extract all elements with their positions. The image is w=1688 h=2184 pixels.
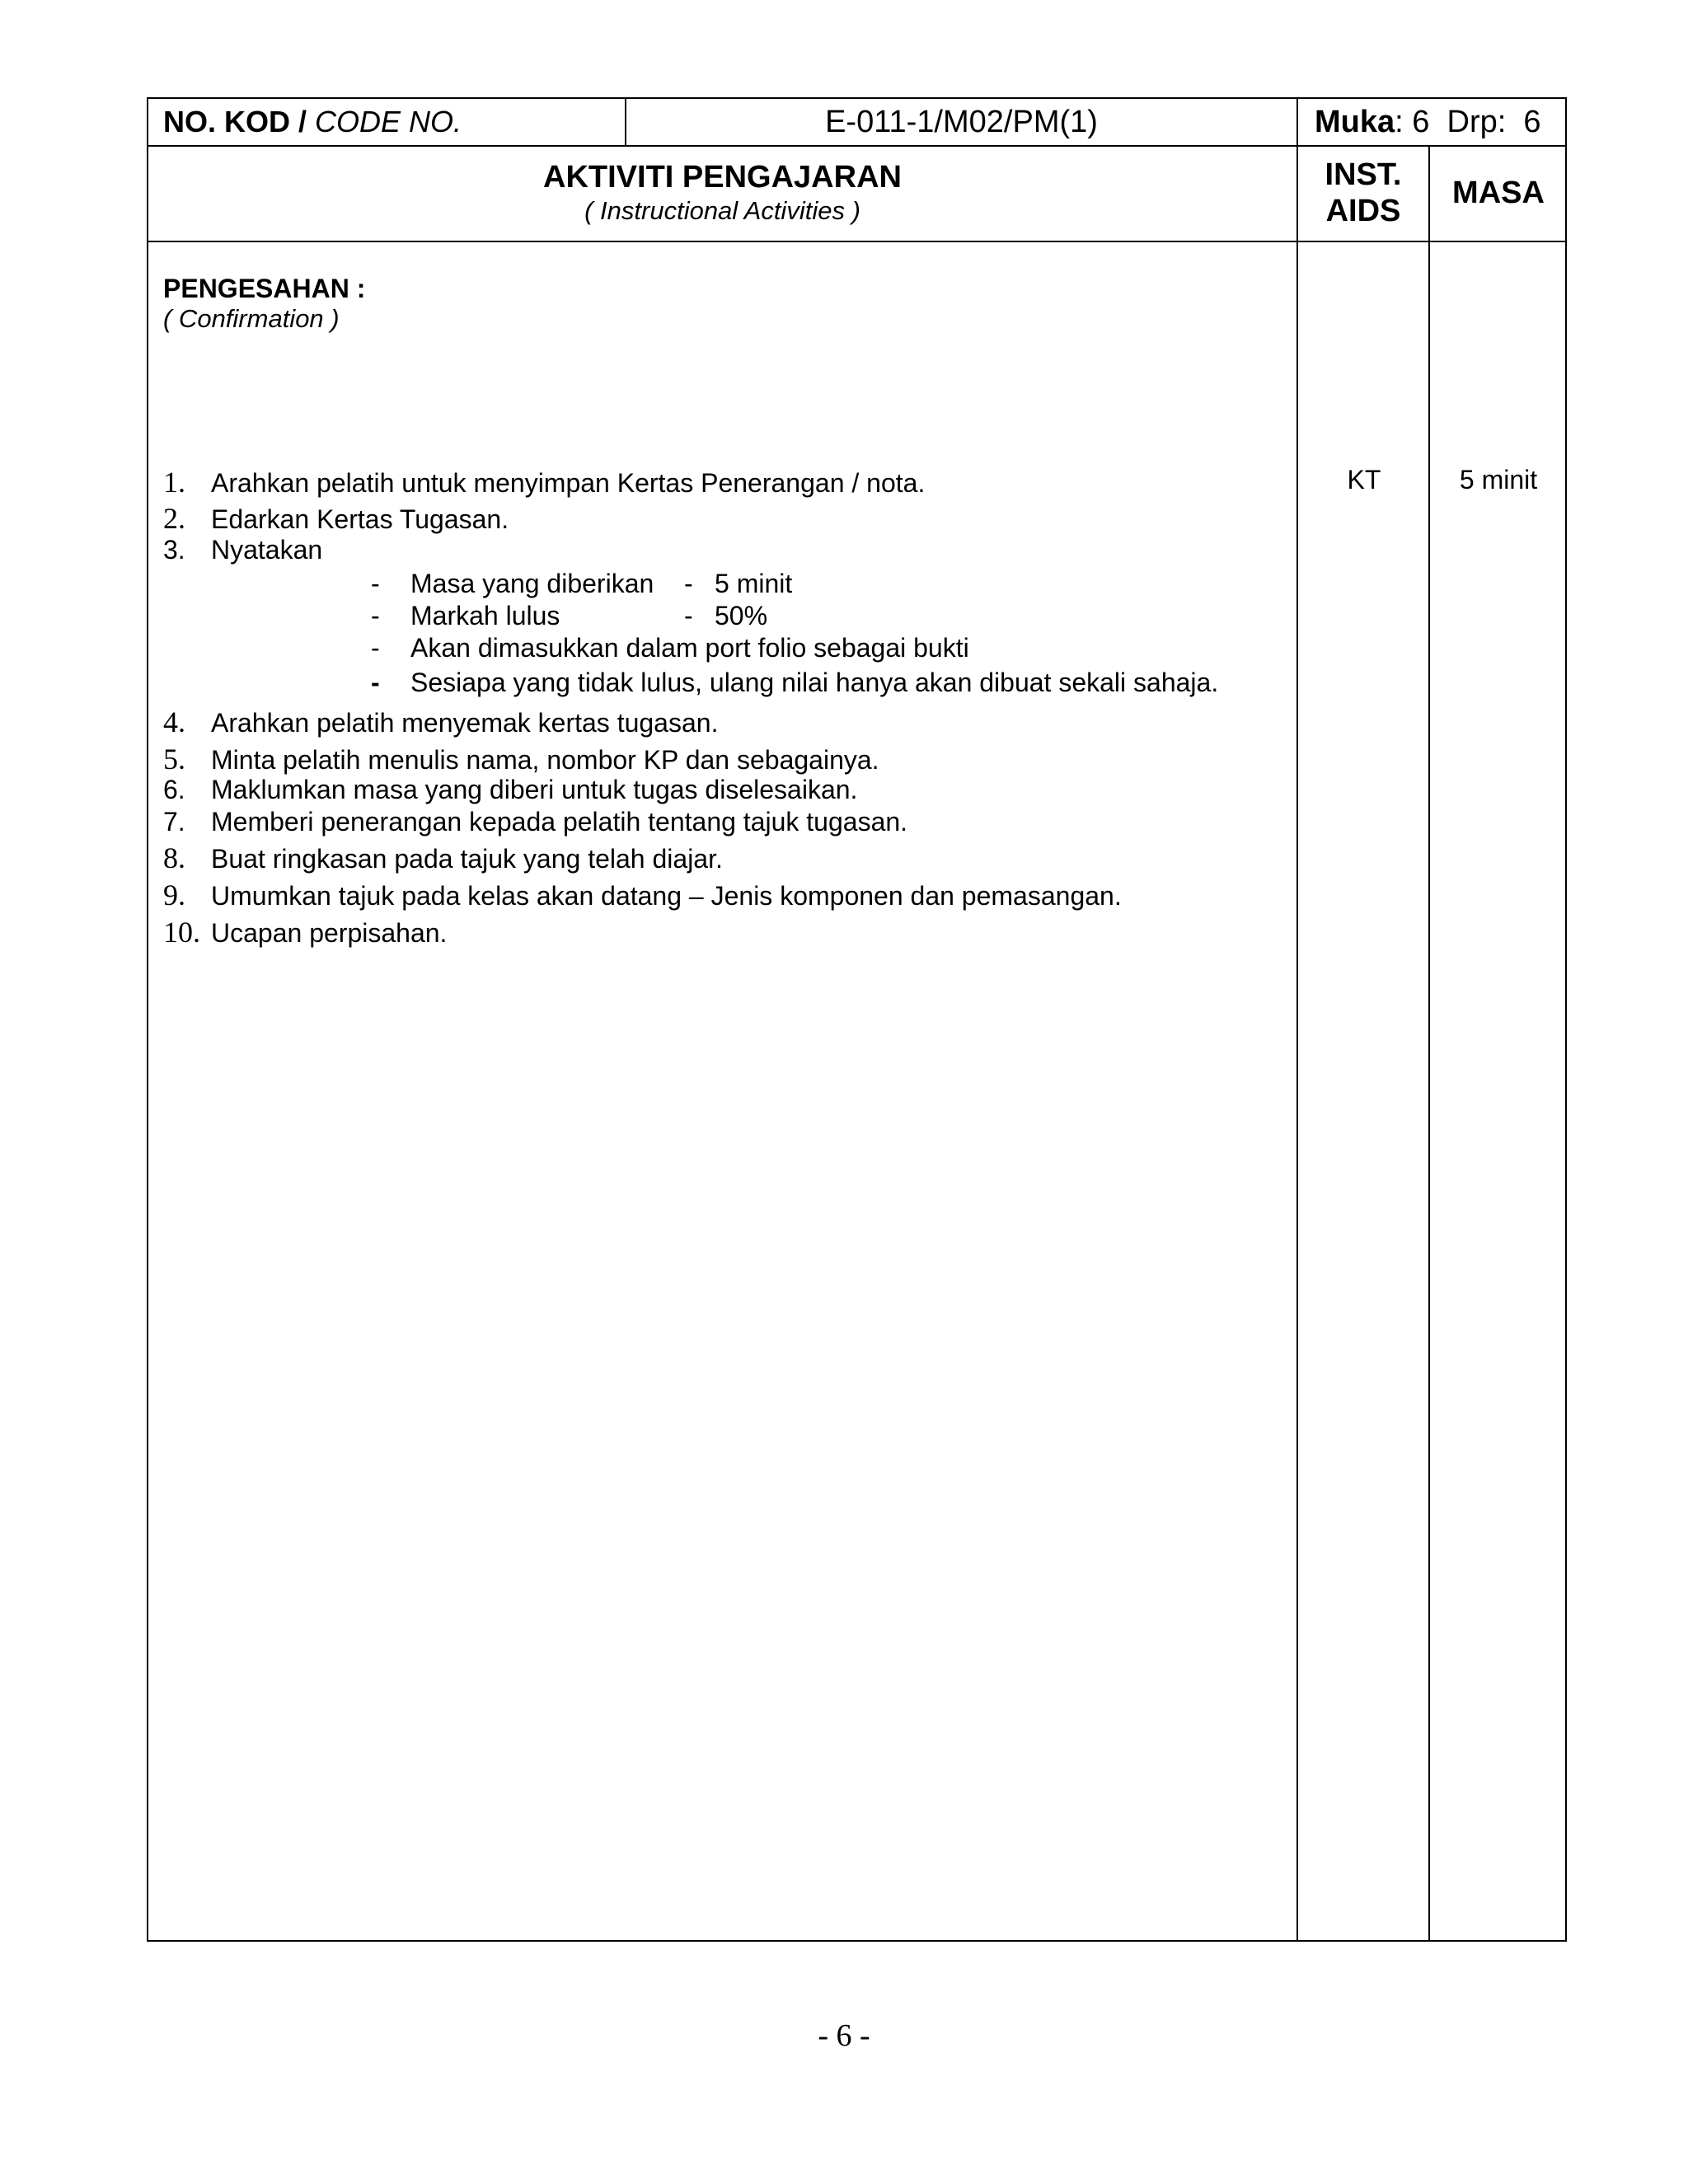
sub-item-text: Sesiapa yang tidak lulus, ulang nilai hanya akan dibuat sekali sahaja. xyxy=(410,668,1219,697)
step-number: 8. xyxy=(163,841,185,874)
page-footer-number: - 6 - xyxy=(818,2018,870,2053)
sub-item-text: Masa yang diberikan xyxy=(410,569,654,598)
step-text: Edarkan Kertas Tugasan. xyxy=(211,504,509,534)
step-text: Buat ringkasan pada tajuk yang telah diajar. xyxy=(211,844,723,874)
step-text: Umumkan tajuk pada kelas akan datang – Jenis komponen dan pemasangan. xyxy=(211,881,1122,911)
step-item xyxy=(163,465,925,499)
code-label-italic: CODE NO. xyxy=(315,105,462,138)
duration-value: 5 minit xyxy=(1459,465,1538,494)
step-text: Arahkan pelatih untuk menyimpan Kertas Penerangan / nota. xyxy=(211,468,926,498)
code-value: E-011-1/M02/PM(1) xyxy=(626,99,1298,145)
step-item xyxy=(163,501,509,536)
step-text: Minta pelatih menulis nama, nombor KP dan sebagainya. xyxy=(211,745,879,775)
section-title: PENGESAHAN : xyxy=(163,274,366,303)
sub-dash: - xyxy=(371,601,380,630)
step-number: 7. xyxy=(163,807,185,837)
sub-item-text: Markah lulus xyxy=(410,601,560,630)
sub-item-value: 5 minit xyxy=(715,569,793,598)
step-item xyxy=(163,705,718,739)
sub-item-text: Akan dimasukkan dalam port folio sebagai bukti xyxy=(410,633,969,663)
step-item xyxy=(163,878,1122,912)
sub-dash: - xyxy=(371,633,380,663)
step-item xyxy=(163,775,857,805)
step-item xyxy=(163,535,322,565)
column-divider xyxy=(1296,241,1298,1940)
step-number: 1. xyxy=(163,466,185,499)
step-number: 10. xyxy=(163,916,200,949)
section-subtitle: ( Confirmation ) xyxy=(163,304,340,333)
page-number xyxy=(1298,99,1567,145)
step-text: Maklumkan masa yang diberi untuk tugas diselesaikan. xyxy=(211,775,858,804)
step-number: 2. xyxy=(163,502,185,535)
step-item xyxy=(163,841,723,875)
activities-subtitle: ( Instructional Activities ) xyxy=(584,196,860,225)
page-count: : 6 Drp: 6 xyxy=(1395,104,1541,139)
column-header-row xyxy=(148,145,1565,242)
lesson-plan-table xyxy=(147,97,1567,1942)
step-number: 3. xyxy=(163,535,185,565)
column-divider xyxy=(1428,241,1430,1940)
code-label-bold: NO. KOD / xyxy=(163,105,307,138)
aids-header xyxy=(1298,145,1430,241)
masa-header: MASA xyxy=(1452,175,1545,210)
step-item xyxy=(163,915,447,949)
sub-item-value: 50% xyxy=(715,601,768,630)
activities-body xyxy=(148,241,1565,1940)
step-text: Arahkan pelatih menyemak kertas tugasan. xyxy=(211,708,719,738)
step-number: 5. xyxy=(163,743,185,776)
sub-dash: - xyxy=(684,569,693,598)
step-item xyxy=(163,807,907,837)
sub-dash: - xyxy=(371,569,380,598)
step-number: 4. xyxy=(163,705,185,738)
code-label xyxy=(148,99,626,145)
sub-dash: - xyxy=(371,668,380,697)
step-text: Nyatakan xyxy=(211,535,323,565)
code-row xyxy=(148,99,1565,147)
aids-header-line1: INST. xyxy=(1325,157,1402,192)
instructional-aids-value: KT xyxy=(1347,465,1381,494)
activities-header xyxy=(148,145,1298,241)
step-number: 6. xyxy=(163,775,185,804)
step-text: Memberi penerangan kepada pelatih tentang tajuk tugasan. xyxy=(211,807,908,837)
step-text: Ucapan perpisahan. xyxy=(211,918,448,948)
step-item xyxy=(163,742,879,776)
aids-header-line2: AIDS xyxy=(1325,194,1401,228)
activities-title: AKTIVITI PENGAJARAN xyxy=(543,160,902,194)
page-label: Muka xyxy=(1315,104,1395,139)
step-number: 9. xyxy=(163,879,185,912)
sub-dash: - xyxy=(684,601,693,630)
